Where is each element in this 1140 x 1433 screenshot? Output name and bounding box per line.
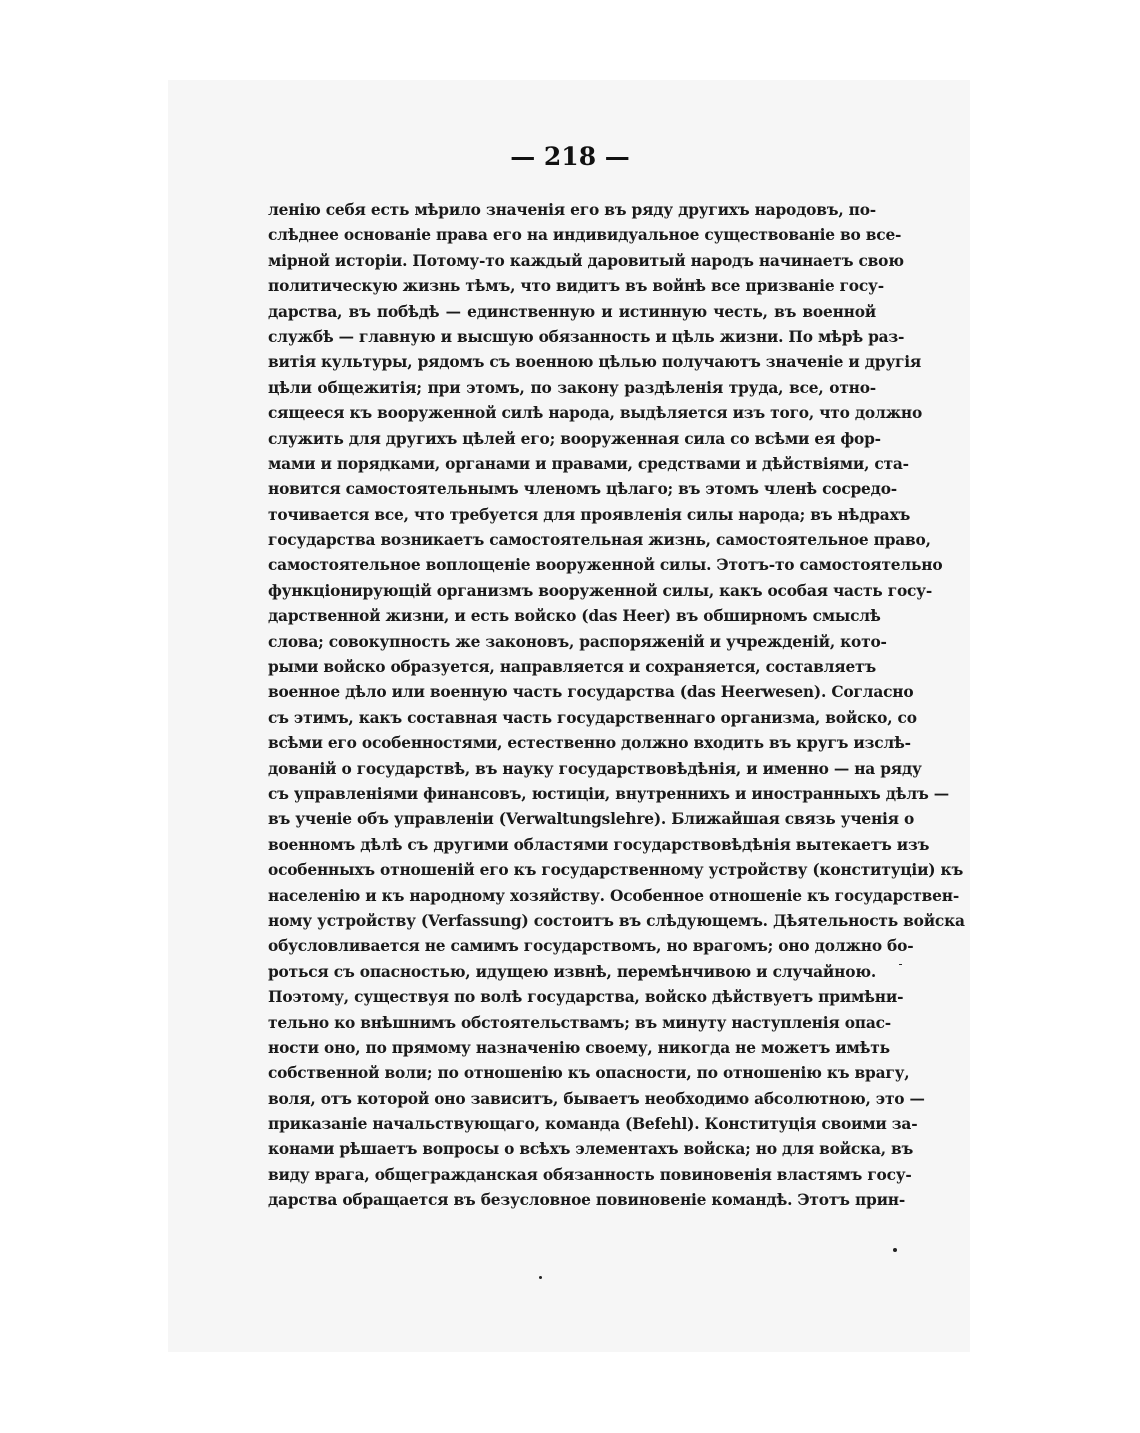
text-line: самостоятельное воплощеніе вооруженной силы. Этотъ-то самостоятельно bbox=[268, 556, 943, 575]
text-line: точивается все, что требуется для проявленія силы народа; въ нѣдрахъ bbox=[268, 505, 911, 524]
text-line: служить для другихъ цѣлей его; вооруженная сила со всѣми ея фор- bbox=[268, 429, 881, 448]
text-line: слова; совокупность же законовъ, распоряженій и учрежденій, кото- bbox=[268, 632, 887, 651]
text-line: мами и порядками, органами и правами, средствами и дѣйствіями, ста- bbox=[268, 454, 909, 473]
text-line: политическую жизнь тѣмъ, что видитъ въ войнѣ все призваніе госу- bbox=[268, 277, 884, 296]
text-line: конами рѣшаетъ вопросы о всѣхъ элементахъ войска; но для войска, въ bbox=[268, 1140, 914, 1159]
text-line: дованій о государствѣ, въ науку государствовѣдѣнія, и именно — на ряду bbox=[268, 759, 922, 778]
text-line: приказаніе начальствующаго, команда (Befehl). Конституція своими за- bbox=[268, 1115, 918, 1134]
text-line: въ ученіе объ управленіи (Verwaltungslehre). Ближайшая связь ученія о bbox=[268, 810, 915, 829]
text-line: съ управленіями финансовъ, юстиціи, внутреннихъ и иностранныхъ дѣлъ — bbox=[268, 784, 949, 803]
text-line: тельно ко внѣшнимъ обстоятельствамъ; въ минуту наступленія опас- bbox=[268, 1013, 891, 1032]
text-line: дарства обращается въ безусловное повиновеніе командѣ. Этотъ прин- bbox=[268, 1191, 906, 1210]
text-line: службѣ — главную и высшую обязанность и цѣль жизни. По мѣрѣ раз- bbox=[268, 327, 905, 346]
body-text bbox=[268, 198, 965, 1214]
text-line: дарственной жизни, и есть войско (das Heer) въ обширномъ смыслѣ bbox=[268, 607, 881, 626]
scan-speck bbox=[893, 1248, 897, 1252]
text-line: роться съ опасностью, идущею извнѣ, перемѣнчивою и случайною. bbox=[268, 962, 876, 981]
text-line: Поэтому, существуя по волѣ государства, войско дѣйствуетъ примѣни- bbox=[268, 988, 904, 1007]
scan-speck bbox=[899, 964, 902, 965]
text-line: особенныхъ отношеній его къ государственному устройству (конституціи) къ bbox=[268, 861, 964, 880]
text-line: ному устройству (Verfassung) состоитъ въ слѣдующемъ. Дѣятельность войска bbox=[268, 911, 965, 930]
text-line: военномъ дѣлѣ съ другими областями государствовѣдѣнія вытекаетъ изъ bbox=[268, 835, 930, 854]
text-line: съ этимъ, какъ составная часть государственнаго организма, войско, со bbox=[268, 708, 917, 727]
text-line: новится самостоятельнымъ членомъ цѣлаго; въ этомъ членѣ сосредо- bbox=[268, 480, 897, 499]
text-line: витія культуры, рядомъ съ военною цѣлью получаютъ значеніе и другія bbox=[268, 353, 922, 372]
text-line: воля, отъ которой оно зависитъ, бываетъ необходимо абсолютною, это — bbox=[268, 1089, 925, 1108]
text-line: сящееся къ вооруженной силѣ народа, выдѣляется изъ того, что должно bbox=[268, 404, 923, 423]
text-line: функціонирующій организмъ вооруженной силы, какъ особая часть госу- bbox=[268, 581, 933, 600]
text-line: обусловливается не самимъ государствомъ, но врагомъ; оно должно бо- bbox=[268, 937, 914, 956]
page-number: — 218 — bbox=[510, 142, 630, 171]
text-line: ности оно, по прямому назначенію своему, никогда не можетъ имѣть bbox=[268, 1038, 890, 1057]
text-line: военное дѣло или военную часть государства (das Heerwesen). Согласно bbox=[268, 683, 914, 702]
text-line: всѣми его особенностями, естественно должно входить въ кругъ изслѣ- bbox=[268, 734, 911, 753]
text-line: слѣднее основаніе права его на индивидуальное существованіе во все- bbox=[268, 226, 902, 245]
text-line: рыми войско образуется, направляется и сохраняется, составляетъ bbox=[268, 658, 876, 677]
scan-speck bbox=[539, 1276, 542, 1279]
text-line: государства возникаетъ самостоятельная жизнь, самостоятельное право, bbox=[268, 531, 931, 550]
text-line: цѣли общежитія; при этомъ, по закону раздѣленія труда, все, отно- bbox=[268, 378, 876, 397]
text-line: ленію себя есть мѣрило значенія его въ ряду другихъ народовъ, по- bbox=[268, 201, 876, 219]
text-line: дарства, въ побѣдѣ — единственную и истинную честь, въ военной bbox=[268, 302, 876, 321]
text-line: населенію и къ народному хозяйству. Особенное отношеніе къ государствен- bbox=[268, 886, 960, 905]
text-line: виду врага, общегражданская обязанность повиновенія властямъ госу- bbox=[268, 1165, 912, 1184]
text-line: мірной исторіи. Потому-то каждый даровитый народъ начинаетъ свою bbox=[268, 251, 904, 270]
text-line: собственной воли; по отношенію къ опасности, по отношенію къ врагу, bbox=[268, 1064, 910, 1083]
